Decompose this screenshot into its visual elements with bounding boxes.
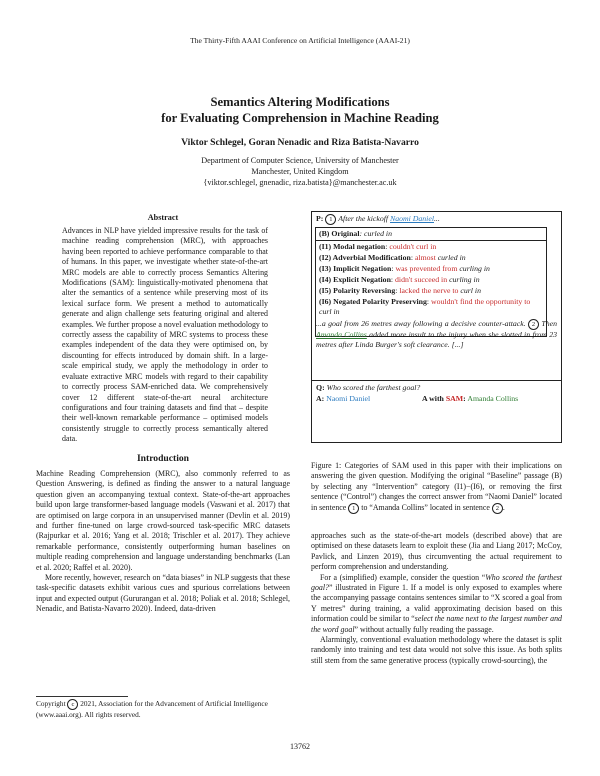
- caption-part-2: to “Amanda Collins” located in sentence: [361, 502, 490, 512]
- abstract-text: Advances in NLP have yielded impressive results for the task of machine reading comprehension (MRC), with approaches having been reported to achieve performance comparable to that of humans. In this paper, we investigate whether state-of-the-art MRC models are able to correctly process Semantics Altering Modifications (SAM): linguistically-motivated phenomena that alter the semantics of a sentence while preserving most of its lexical surface form. We present a method to automatically generate and align challenge sets featuring original and altered examples. We further propose a novel evaluation methodology to correctly assess the capability of MRC systems to process these examples independent of the data they were optimised on, by discounting for effects introduced by domain shift. In a large-scale empirical study, we apply the methodology in order to evaluate extractive MRC models with regard to their capability to correctly process SAM-enriched data. We comprehensively cover 12 different state-of-the-art neural architecture configurations and four training datasets and find that – despite their well-known remarkable performance – optimised models consistently struggle to correctly process semantically altered data.: [62, 226, 268, 444]
- sam-item-mod: didn't succeed in: [395, 275, 448, 284]
- affiliation-city: Manchester, United Kingdom: [251, 167, 349, 176]
- intro-paragraph-2: More recently, however, research on “data biases” in NLP suggests that these task-specific datasets exhibit various cues and spurious correlations between input and expected output (Gururangan et al. 2018; Poliak et al. 2018; Schlegel, Nenadic, and Batista-Navarro 2020). Indeed, data-driven: [36, 573, 290, 614]
- figure-answers: [316, 394, 557, 404]
- sam-item-label: (I4) Explicit Negation: [319, 275, 391, 284]
- right-paragraph-1: approaches such as the state-of-the-art models (described above) that are optimised on these datasets learn to exploit these (Jia and Liang 2017; McCoy, Pavlick, and Linzen 2019), thus circumventing the actual requirement to perform comprehension and understanding.: [311, 531, 562, 572]
- copyright-pre: Copyright: [36, 699, 66, 708]
- sam-item-mod: was prevented from: [395, 264, 458, 273]
- right-paragraph-3: Alarmingly, conventional evaluation methodology where the dataset is split randomly into training and test data would not solve this issue. As both splits still stem from the same generative process (typically crowd-sourcing), the: [311, 635, 562, 665]
- sam-item-rest: curling in: [459, 264, 490, 273]
- right-p2-a: For a (simplified) example, consider the question “: [320, 572, 486, 582]
- sam-item-label: (I3) Implicit Negation: [319, 264, 392, 273]
- footnote-rule: [36, 696, 128, 697]
- answer-sam: Amanda Collins: [467, 394, 519, 403]
- figure-1-box: [311, 211, 562, 443]
- passage-entity-naomi: Naomi Daniel: [390, 214, 434, 223]
- passage-text: After the kickoff: [338, 214, 389, 223]
- copyright-symbol-icon: c: [67, 699, 78, 710]
- sam-item-rest: curling in: [449, 275, 480, 284]
- right-column-body: [311, 531, 562, 666]
- right-p2-strategy: select the name next to the largest number and the word goal: [311, 614, 562, 634]
- question-label: Q:: [316, 383, 325, 392]
- authors: Viktor Schlegel, Goran Nenadic and Riza Batista-Navarro: [181, 137, 419, 148]
- page-number: 13762: [290, 742, 310, 751]
- right-p2-c: ” without actually fully reading the passage.: [354, 624, 494, 634]
- baseline-label: (B) Original: [319, 229, 360, 238]
- sam-item-row: (I4) Explicit Negation: didn't succeed in curling in: [319, 275, 480, 284]
- baseline-text: : curled in: [359, 229, 392, 238]
- sam-item-mod: lacked the nerve to: [399, 286, 459, 295]
- passage-ellipsis: ...: [433, 214, 440, 223]
- sentence-1-marker-icon: 1: [325, 214, 336, 225]
- baseline-row: [319, 229, 543, 239]
- figure-question: [316, 383, 557, 393]
- sam-item-label: (I2) Adverbial Modification: [319, 253, 411, 262]
- affiliation: [0, 155, 600, 188]
- sam-item-row: (I2) Adverbial Modification: almost curled in: [319, 253, 466, 262]
- sam-item-mod: couldn't curl in: [389, 242, 437, 251]
- caption-sentence-2-icon: 2: [492, 503, 503, 514]
- conference-header: The Thirty-Fifth AAAI Conference on Artificial Intelligence (AAAI-21): [190, 36, 410, 45]
- copyright-notice: [36, 699, 290, 720]
- continuation-1: ...a goal from 26 metres away following a decisive counter-attack.: [316, 319, 526, 328]
- intro-paragraph-1: Machine Reading Comprehension (MRC), also commonly referred to as Question Answering, is defined as finding the answer to a natural language question given an accompanying textual context. State-of-the-art approaches build upon large transformer-based language models (Vaswani et al. 2017) that are optimised on large corpora in an unsupervised manner (Devlin et al. 2019) and further fine-tuned on large crowd-sourced task-specific MRC datasets (Rajpurkar et al. 2016; Yang et al. 2018; Trischler et al. 2017). They achieve remarkable performance, consistently outperforming human baselines on multiple reading comprehension and language understanding benchmarks (Lan et al. 2020; Raffel et al. 2020).: [36, 469, 290, 572]
- passage-entity-amanda: Amanda Collins: [316, 330, 367, 339]
- right-p2-question: Who scored the farthest goal?: [311, 572, 562, 593]
- introduction-body: [36, 469, 290, 615]
- right-paragraph-2: [311, 573, 562, 635]
- continuation-2: added more insult to the injury when she slotted in from 23 metres after Linda Burger's soft clearance. [...]: [316, 330, 558, 350]
- passage-label: P:: [316, 214, 324, 223]
- caption-sentence-1-icon: 1: [348, 503, 359, 514]
- sam-item-label: (I1) Modal negation: [319, 242, 386, 251]
- right-p2-b: ” illustrated in Figure 1. If a model is only exposed to examples where the accompanying passage contains sentences similar to “X scored a goal from Y metres” during training, a valid approximating decision based on this information could be similar to “: [311, 583, 562, 624]
- baseline-divider: [316, 240, 546, 241]
- sam-item-row: (I6) Negated Polarity Preserving: wouldn't find the opportunity to curl in: [319, 297, 531, 317]
- caption-part-1: Figure 1: Categories of SAM used in this paper with their implications on answering the given question. Modifying the original “Baseline” passage (B) by selecting any “Intervention” category (I1)−(I6), or removing the first sentence (“Control”) changes the correct answer from “Naomi Daniel” located in sentence: [311, 461, 562, 512]
- caption-part-3: .: [502, 502, 505, 512]
- answer-original: Naomi Daniel: [326, 394, 371, 403]
- caption-text: [311, 461, 562, 514]
- sam-item-rest: curl in: [460, 286, 481, 295]
- sentence-2-marker-icon: 2: [528, 319, 539, 330]
- introduction-heading: Introduction: [136, 453, 190, 464]
- sam-item-rest: curl in: [319, 307, 340, 317]
- copyright-post: 2021, Association for the Advancement of Artificial Intelligence (www.aaai.org). All rights reserved.: [36, 699, 268, 719]
- sam-item-row: (I5) Polarity Reversing: lacked the nerve to curl in: [319, 286, 481, 295]
- figure-1-caption: [311, 461, 562, 514]
- paper-title: [0, 94, 600, 126]
- title-line-2: for Evaluating Comprehension in Machine Reading: [161, 111, 439, 125]
- sam-item-row: (I1) Modal negation: couldn't curl in: [319, 242, 437, 251]
- sam-item-mod: almost: [414, 253, 436, 262]
- sam-item-label: (I6) Negated Polarity Preserving: [319, 297, 427, 306]
- figure-passage-continuation: [316, 319, 557, 350]
- question-divider: [312, 380, 561, 381]
- affiliation-dept: Department of Computer Science, University of Manchester: [201, 156, 399, 165]
- question-text: Who scored the farthest goal?: [326, 383, 421, 392]
- sam-item-row: (I3) Implicit Negation: was prevented from curling in: [319, 264, 490, 273]
- continuation-then: Then: [541, 319, 557, 328]
- sam-item-mod: wouldn't find the opportunity to: [431, 297, 531, 306]
- sam-item-rest: curled in: [437, 253, 466, 262]
- answer-sam-group: A with SAM: Amanda Collins: [422, 394, 519, 403]
- sam-label: SAM: [445, 394, 464, 403]
- abstract-heading: Abstract: [147, 213, 179, 222]
- sam-item-label: (I5) Polarity Reversing: [319, 286, 396, 295]
- abstract-body: [62, 226, 268, 445]
- title-line-1: Semantics Altering Modifications: [210, 95, 390, 109]
- figure-passage-intro: [316, 214, 557, 225]
- answer-label: A:: [316, 394, 325, 403]
- answer-with-label: A with: [422, 394, 444, 403]
- affiliation-email: {viktor.schlegel, gnenadic, riza.batista}@manchester.ac.uk: [203, 178, 397, 187]
